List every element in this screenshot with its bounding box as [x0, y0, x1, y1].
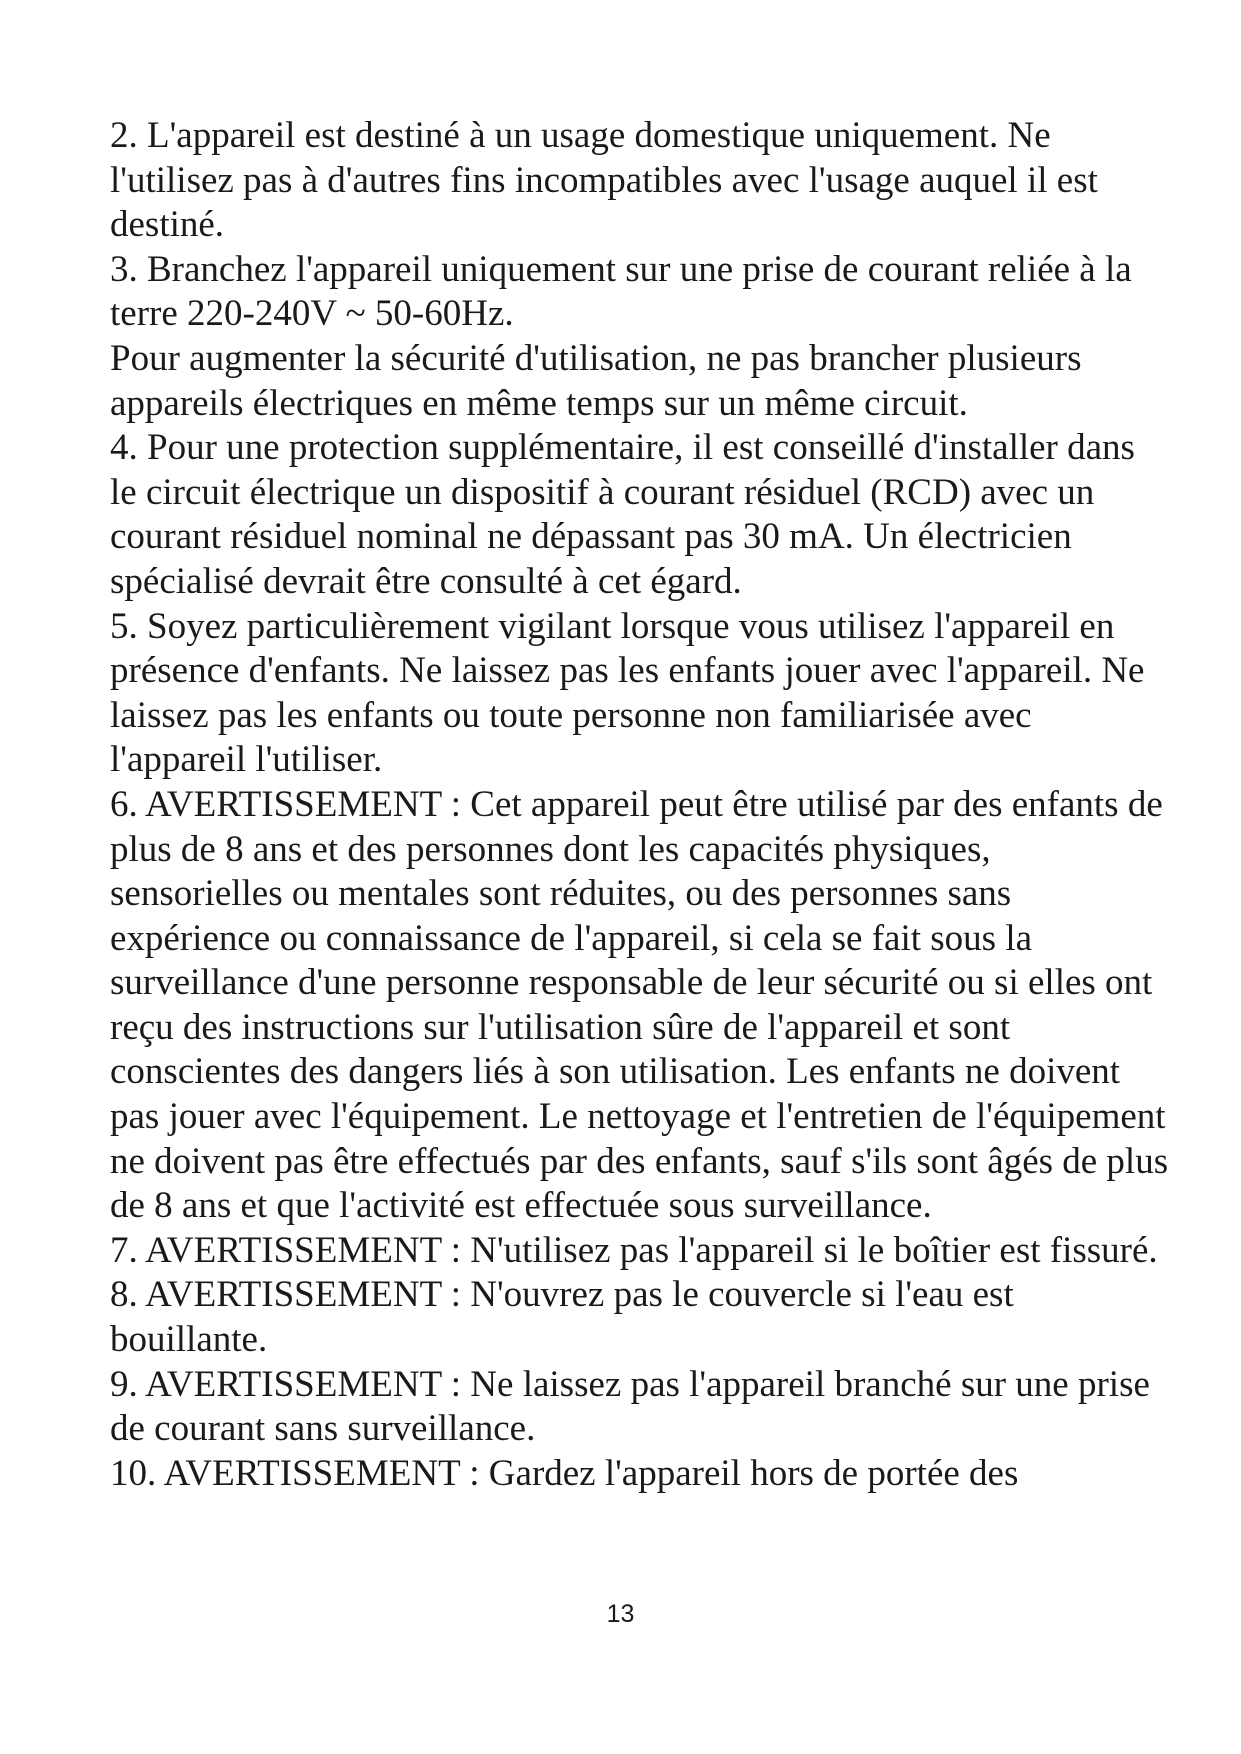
instruction-6: 6. AVERTISSEMENT : Cet appareil peut être utilisé par des enfants de plus de 8 ans et des personnes dont les capacités physiques, sensorielles ou mentales sont réduites, ou des personnes sans expérience ou connaissance de l'appareil, si cela se fait sous la surveillance d'une personne responsable de leur sécurité ou si elles ont reçu des instructions sur l'utilisation sûre de l'appareil et sont conscientes des dangers liés à son utilisation. Les enfants ne doivent pas jouer avec l'équipement. Le nettoyage et l'entretien de l'équipement ne doivent pas être effectués par des enfants, sauf s'ils sont âgés de plus de 8 ans et que l'activité est effectuée sous surveillance. — [110, 783, 1169, 1227]
instruction-3: 3. Branchez l'appareil uniquement sur une prise de courant reliée à la terre 220-240V ~ 50-60Hz. — [110, 248, 1132, 335]
instruction-4: 4. Pour une protection supplémentaire, il est conseillé d'installer dans le circuit électrique un dispositif à courant résiduel (RCD) avec un courant résiduel nominal ne dépassant pas 30 mA. Un électricien spécialisé devrait être consulté à cet égard. — [110, 427, 1135, 602]
instruction-5: 5. Soyez particulièrement vigilant lorsque vous utilisez l'appareil en présence d'enfants. Ne laissez pas les enfants jouer avec l'appareil. Ne laissez pas les enfants ou toute personne non familiarisée avec l'appareil l'utiliser. — [110, 605, 1145, 781]
instructions-text — [110, 114, 1170, 1496]
instruction-3-note: Pour augmenter la sécurité d'utilisation, ne pas brancher plusieurs appareils électriques en même temps sur un même circuit. — [110, 337, 1082, 424]
instruction-7: 7. AVERTISSEMENT : N'utilisez pas l'appareil si le boîtier est fissuré. — [110, 1229, 1158, 1271]
page-number: 13 — [606, 1600, 635, 1628]
instruction-10: 10. AVERTISSEMENT : Gardez l'appareil hors de portée des — [110, 1452, 1019, 1494]
instruction-9: 9. AVERTISSEMENT : Ne laissez pas l'appareil branché sur une prise de courant sans surveillance. — [110, 1363, 1150, 1450]
instruction-8: 8. AVERTISSEMENT : N'ouvrez pas le couvercle si l'eau est bouillante. — [110, 1274, 1014, 1361]
instruction-2: 2. L'appareil est destiné à un usage domestique uniquement. Ne l'utilisez pas à d'autres fins incompatibles avec l'usage auquel il est destiné. — [110, 115, 1098, 246]
